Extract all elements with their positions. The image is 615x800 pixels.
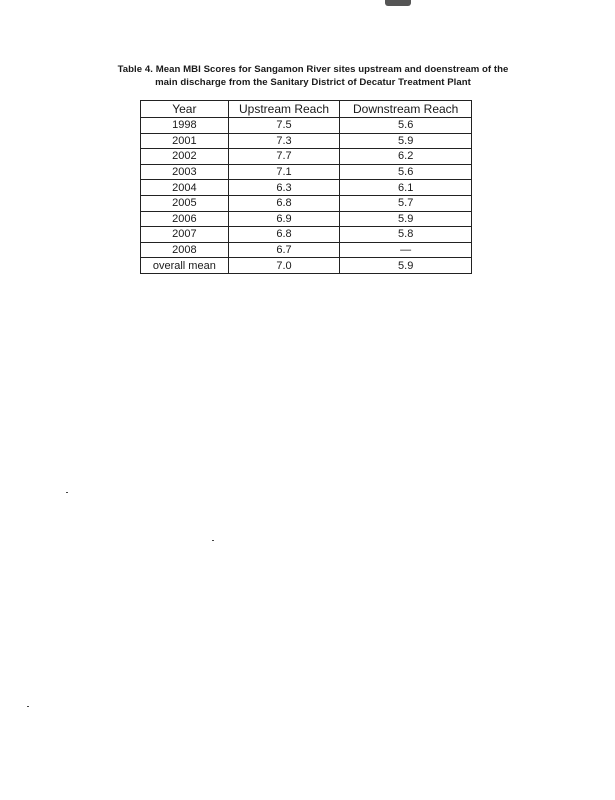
cell-upstream: 6.3 bbox=[228, 180, 340, 196]
cell-upstream: 6.8 bbox=[228, 195, 340, 211]
table-row bbox=[141, 133, 472, 149]
table-row bbox=[141, 195, 472, 211]
cell-downstream: 5.8 bbox=[340, 227, 472, 243]
cell-upstream: 6.7 bbox=[228, 242, 340, 258]
table-row bbox=[141, 227, 472, 243]
cell-downstream: 5.6 bbox=[340, 164, 472, 180]
table-row bbox=[141, 180, 472, 196]
cell-year: 2004 bbox=[141, 180, 229, 196]
cell-upstream: 7.3 bbox=[228, 133, 340, 149]
cell-downstream: 5.6 bbox=[340, 118, 472, 134]
scan-artifact bbox=[385, 0, 411, 6]
cell-upstream: 7.7 bbox=[228, 149, 340, 165]
header-upstream-reach: Upstream Reach bbox=[228, 101, 340, 118]
cell-downstream: 6.1 bbox=[340, 180, 472, 196]
cell-year: 2006 bbox=[141, 211, 229, 227]
header-downstream-reach: Downstream Reach bbox=[340, 101, 472, 118]
table-header-row bbox=[141, 101, 472, 118]
mbi-scores-table bbox=[140, 100, 472, 274]
cell-year: 2003 bbox=[141, 164, 229, 180]
cell-upstream: 7.5 bbox=[228, 118, 340, 134]
table-row-overall-mean bbox=[141, 258, 472, 274]
cell-year: 2005 bbox=[141, 195, 229, 211]
table-row bbox=[141, 149, 472, 165]
cell-upstream: 6.9 bbox=[228, 211, 340, 227]
table-row bbox=[141, 164, 472, 180]
cell-downstream: 5.9 bbox=[340, 133, 472, 149]
cell-year: 1998 bbox=[141, 118, 229, 134]
scan-speck bbox=[27, 706, 29, 707]
table-row bbox=[141, 242, 472, 258]
cell-upstream: 6.8 bbox=[228, 227, 340, 243]
scan-speck bbox=[212, 540, 214, 541]
table-caption bbox=[98, 63, 528, 89]
cell-downstream: 5.9 bbox=[340, 211, 472, 227]
cell-year: 2002 bbox=[141, 149, 229, 165]
header-year: Year bbox=[141, 101, 229, 118]
cell-downstream: 6.2 bbox=[340, 149, 472, 165]
cell-year: 2001 bbox=[141, 133, 229, 149]
scan-speck bbox=[66, 492, 68, 493]
cell-upstream: 7.1 bbox=[228, 164, 340, 180]
cell-year: overall mean bbox=[141, 258, 229, 274]
cell-year: 2007 bbox=[141, 227, 229, 243]
table-row bbox=[141, 118, 472, 134]
caption-line-2: main discharge from the Sanitary District of Decatur Treatment Plant bbox=[155, 77, 471, 88]
cell-downstream: — bbox=[340, 242, 472, 258]
table-row bbox=[141, 211, 472, 227]
cell-downstream: 5.7 bbox=[340, 195, 472, 211]
caption-line-1: Table 4. Mean MBI Scores for Sangamon River sites upstream and doenstream of the bbox=[117, 64, 509, 75]
cell-downstream: 5.9 bbox=[340, 258, 472, 274]
cell-upstream: 7.0 bbox=[228, 258, 340, 274]
cell-year: 2008 bbox=[141, 242, 229, 258]
